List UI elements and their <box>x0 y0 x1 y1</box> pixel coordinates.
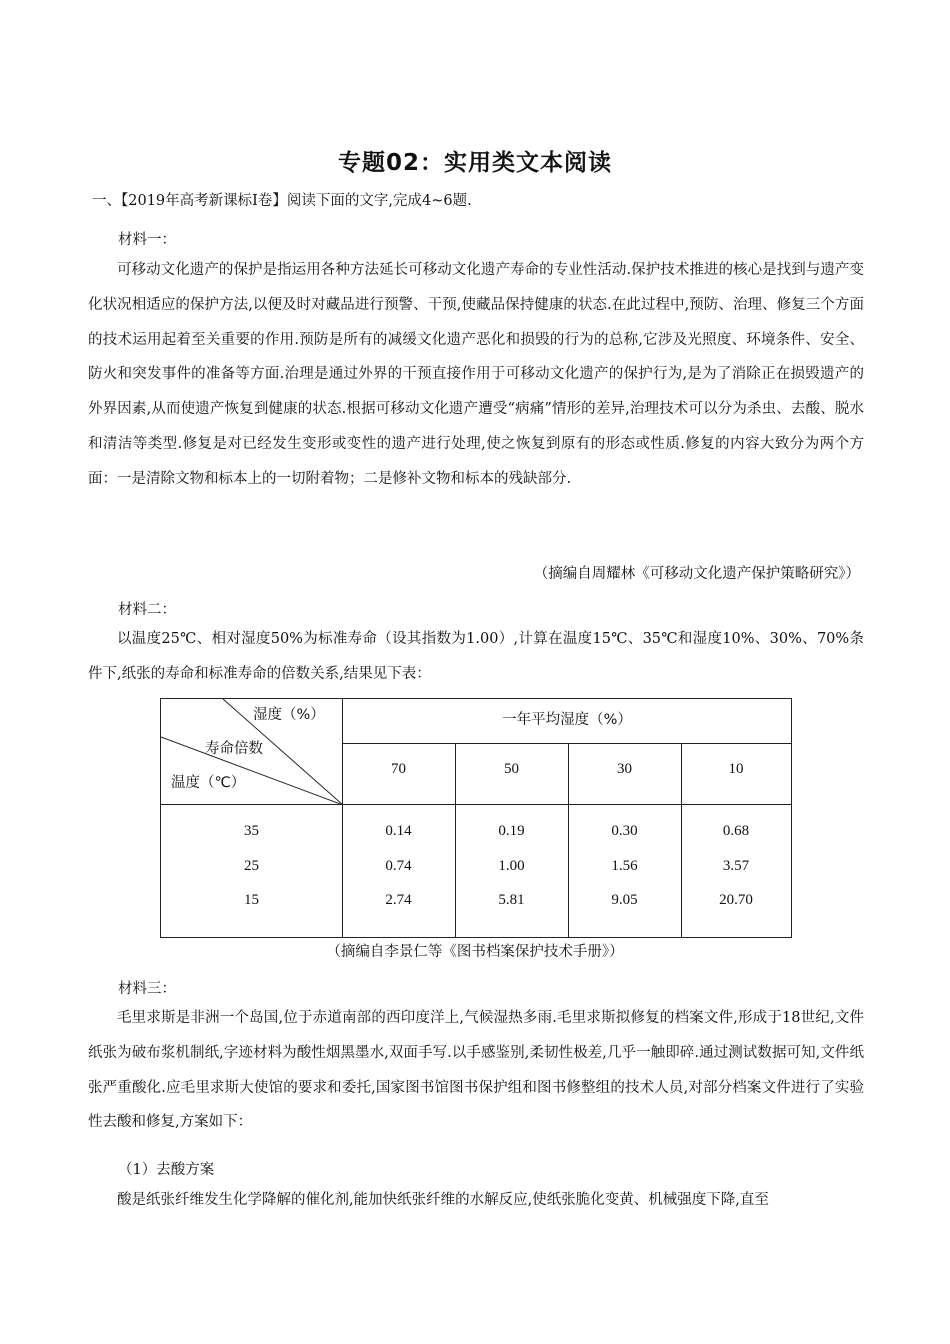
material3-heading: 材料三： <box>118 981 176 997</box>
paper-lifespan-table <box>160 698 792 938</box>
material1-heading: 材料一： <box>118 232 176 248</box>
question-instruction: 一、【2019年高考新课标Ⅰ卷】阅读下面的文字,完成4~6题. <box>92 193 472 209</box>
table-cell: 5.81 <box>498 892 525 908</box>
corner-humidity-label: 湿度（%） <box>253 707 325 723</box>
column-header: 50 <box>504 761 519 777</box>
table-hline-header <box>161 804 791 805</box>
table-cell: 3.57 <box>722 858 750 874</box>
table-cell: 1.56 <box>611 858 638 874</box>
material1-source: （摘编自周耀林《可移动文化遗产保护策略研究》） <box>533 566 860 582</box>
corner-temperature-label: 温度（℃） <box>171 775 246 791</box>
material3-paragraph-2: 酸是纸张纤维发生化学降解的催化剂,能加快纸张纤维的水解反应,使纸张脆化变黄、机械强度下降,直至 <box>117 1192 769 1208</box>
table-cell: 0.30 <box>611 823 638 839</box>
table-cell: 0.19 <box>498 823 525 839</box>
material2-paragraph: 以温度25℃、相对湿度50%为标准寿命（设其指数为1.00）,计算在温度15℃、35℃和湿度10%、30%、70%条件下,纸张的寿命和标准寿命的倍数关系,结果见下表： <box>88 631 864 682</box>
page-title: 专题02：实用类文本阅读 <box>337 150 612 176</box>
row-temperature: 15 <box>244 892 259 908</box>
row-temperature: 35 <box>244 823 259 839</box>
table-cell: 20.70 <box>719 892 753 908</box>
table-cell: 1.00 <box>498 858 525 874</box>
row-temperature: 25 <box>244 858 259 874</box>
column-header: 70 <box>391 761 406 777</box>
table-cell: 0.14 <box>385 823 412 839</box>
column-header: 10 <box>728 761 744 777</box>
table-cell: 0.68 <box>722 823 750 839</box>
table-cell: 9.05 <box>611 892 638 908</box>
group-header: 一年平均湿度（%） <box>502 712 632 728</box>
table-hline-group <box>342 743 792 744</box>
table-cell: 0.74 <box>385 858 412 874</box>
material2-heading: 材料二： <box>118 602 176 618</box>
material2-source: （摘编自李景仁等《图书档案保护技术手册》） <box>326 944 624 960</box>
column-header: 30 <box>617 761 632 777</box>
material3-paragraph: 毛里求斯是非洲一个岛国,位于赤道南部的西印度洋上,气候湿热多雨.毛里求斯拟修复的档案文件,形成于18世纪,文件纸张为破布浆机制纸,字迹材料为酸性烟黑墨水,双面手写.以手感鉴别,柔韧性极差,几乎一触即碎.通过测试数据可知,文件纸张严重酸化.应毛里求斯大使馆的要求和委托,国家图书馆图书保护组和图书修整组的技术人员,对部分档案文件进行了实验性去酸和修复,方案如下： <box>88 1010 864 1131</box>
material1-paragraph: 可移动文化遗产的保护是指运用各种方法延长可移动文化遗产寿命的专业性活动.保护技术推进的核心是找到与遗产变化状况相适应的保护方法,以便及时对藏品进行预警、干预,使藏品保持健康的状态.在此过程中,预防、治理、修复三个方面的技术运用起着至关重要的作用.预防是所有的减缓文化遗产恶化和损毁的行为的总称,它涉及光照度、环境条件、安全、防火和突发事件的准备等方面.治理是通过外界的干预直接作用于可移动文化遗产的保护行为,是为了消除正在损毁遗产的外界因素,从而使遗产恢复到健康的状态.根据可移动文化遗产遭受“病痛”情形的差异,治理技术可以分为杀虫、去酸、脱水和清洁等类型.修复是对已经发生变形或变性的遗产进行处理,使之恢复到原有的形态或性质.修复的内容大致分为两个方面：一是清除文物和标本上的一切附着物；二是修补文物和标本的残缺部分. <box>88 262 864 487</box>
table-cell: 2.74 <box>385 892 412 908</box>
corner-multiple-label: 寿命倍数 <box>205 741 263 757</box>
material3-subheading: （1）去酸方案 <box>118 1162 215 1178</box>
